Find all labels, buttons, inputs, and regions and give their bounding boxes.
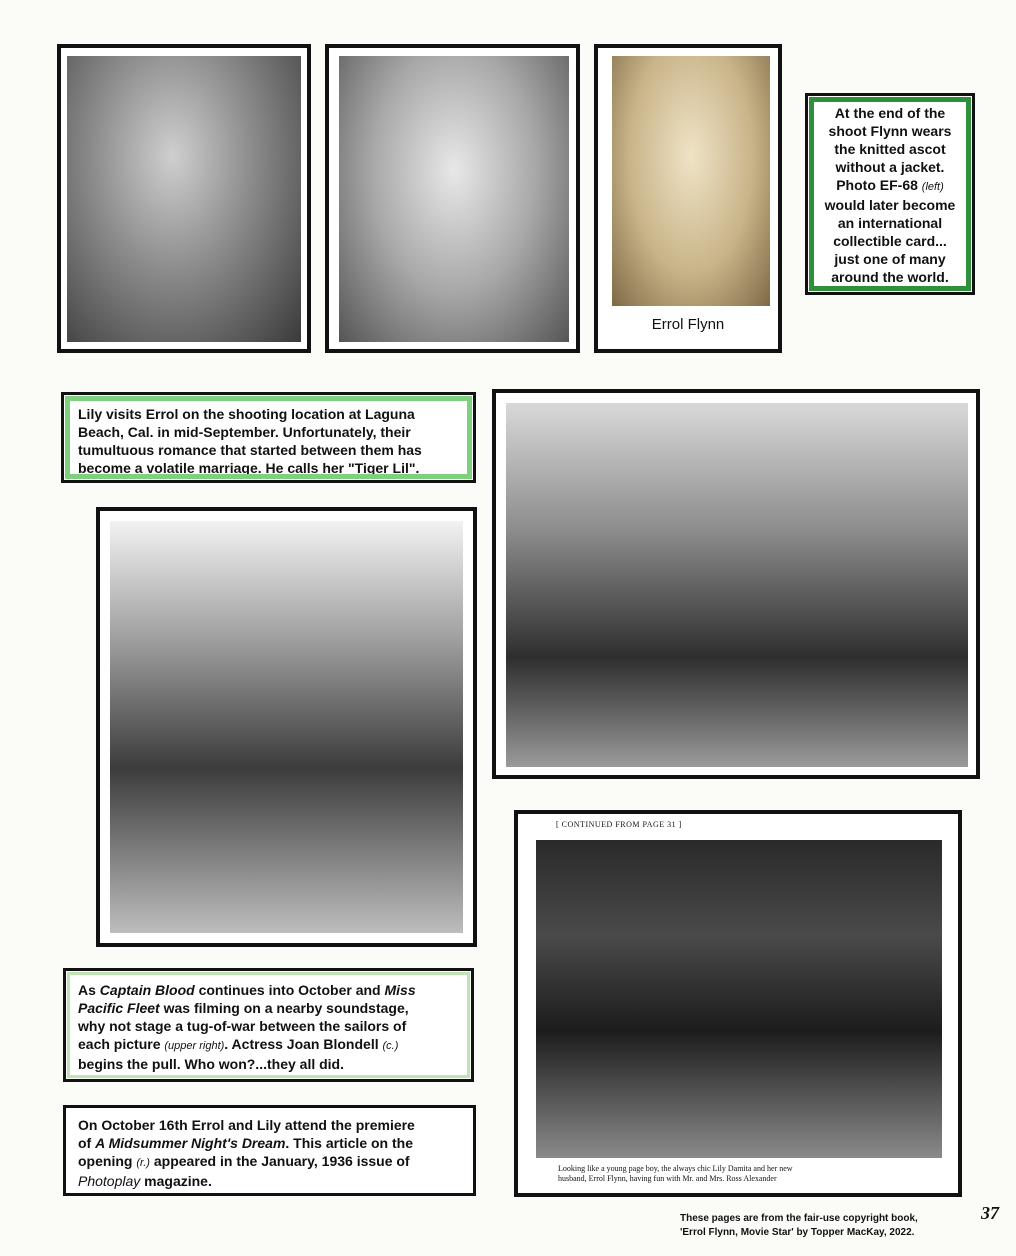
- note-premiere: [63, 1105, 476, 1196]
- note-line: opening (r.) appeared in the January, 1936 issue of: [78, 1153, 410, 1169]
- card-label: Errol Flynn: [651, 316, 725, 333]
- note-line: the knitted ascot: [834, 141, 946, 157]
- clipping-caption-line: husband, Errol Flynn, having fun with Mr. and Mrs. Ross Alexander: [558, 1174, 777, 1183]
- note-line: Photoplay magazine.: [78, 1173, 212, 1189]
- clipping-header: [ CONTINUED FROM PAGE 31 ]: [556, 820, 682, 829]
- tug-of-war-photo: [506, 403, 968, 767]
- note-line: begins the pull. Who won?...they all did.: [78, 1056, 344, 1072]
- note-line: Beach, Cal. in mid-September. Unfortunately, their: [78, 424, 411, 440]
- card-frame: [594, 44, 782, 353]
- note-photo-ref: Photo EF-68 (left): [836, 177, 944, 193]
- note-line: collectible card...: [833, 233, 947, 249]
- note-line: Pacific Fleet was filming on a nearby soundstage,: [78, 1000, 409, 1016]
- note-line: just one of many: [834, 251, 946, 267]
- clipping-photo: [536, 840, 942, 1158]
- note-line: would later become: [824, 197, 956, 213]
- note-line: why not stage a tug-of-war between the sailors of: [78, 1018, 407, 1034]
- photo-frame-1: [57, 44, 311, 353]
- note-line: At the end of the: [834, 105, 946, 121]
- note-line: Lily visits Errol on the shooting location at Laguna: [78, 406, 415, 422]
- tug-of-war-frame: [492, 389, 980, 779]
- note-line: shoot Flynn wears: [828, 123, 952, 139]
- credit-line: These pages are from the fair-use copyright book,: [680, 1213, 918, 1224]
- note-line: each picture (upper right). Actress Joan Blondell (c.): [78, 1036, 399, 1052]
- note-line: become a volatile marriage. He calls her "Tiger Lil".: [78, 460, 420, 476]
- note-line: of A Midsummer Night's Dream. This article on the: [78, 1135, 413, 1151]
- credit-line: 'Errol Flynn, Movie Star' by Topper MacKay, 2022.: [680, 1227, 915, 1238]
- footer-credit: [680, 1212, 980, 1240]
- note-line: around the world.: [831, 269, 949, 285]
- note-line: tumultuous romance that started between them has: [78, 442, 422, 458]
- magazine-clipping-frame: [514, 810, 962, 1197]
- note-line: On October 16th Errol and Lily attend the premiere: [78, 1117, 415, 1133]
- note-line: without a jacket.: [835, 159, 945, 175]
- note-lily-visit: [61, 392, 476, 483]
- portrait-photo-1: [67, 56, 301, 342]
- page-number: 37: [981, 1203, 999, 1223]
- note-captain-blood: [63, 968, 474, 1082]
- clipping-caption: [558, 1164, 938, 1184]
- portrait-photo-2: [339, 56, 569, 342]
- clipping-caption-line: Looking like a young page boy, the always chic Lily Damita and her new: [558, 1164, 793, 1173]
- note-line: an international: [837, 215, 943, 231]
- card-photo: [612, 56, 770, 306]
- note-line: As Captain Blood continues into October and Miss: [78, 982, 416, 998]
- beach-photo: [110, 521, 463, 933]
- photo-frame-2: [325, 44, 580, 353]
- note-collectible-card: [805, 93, 975, 295]
- beach-photo-frame: [96, 507, 477, 947]
